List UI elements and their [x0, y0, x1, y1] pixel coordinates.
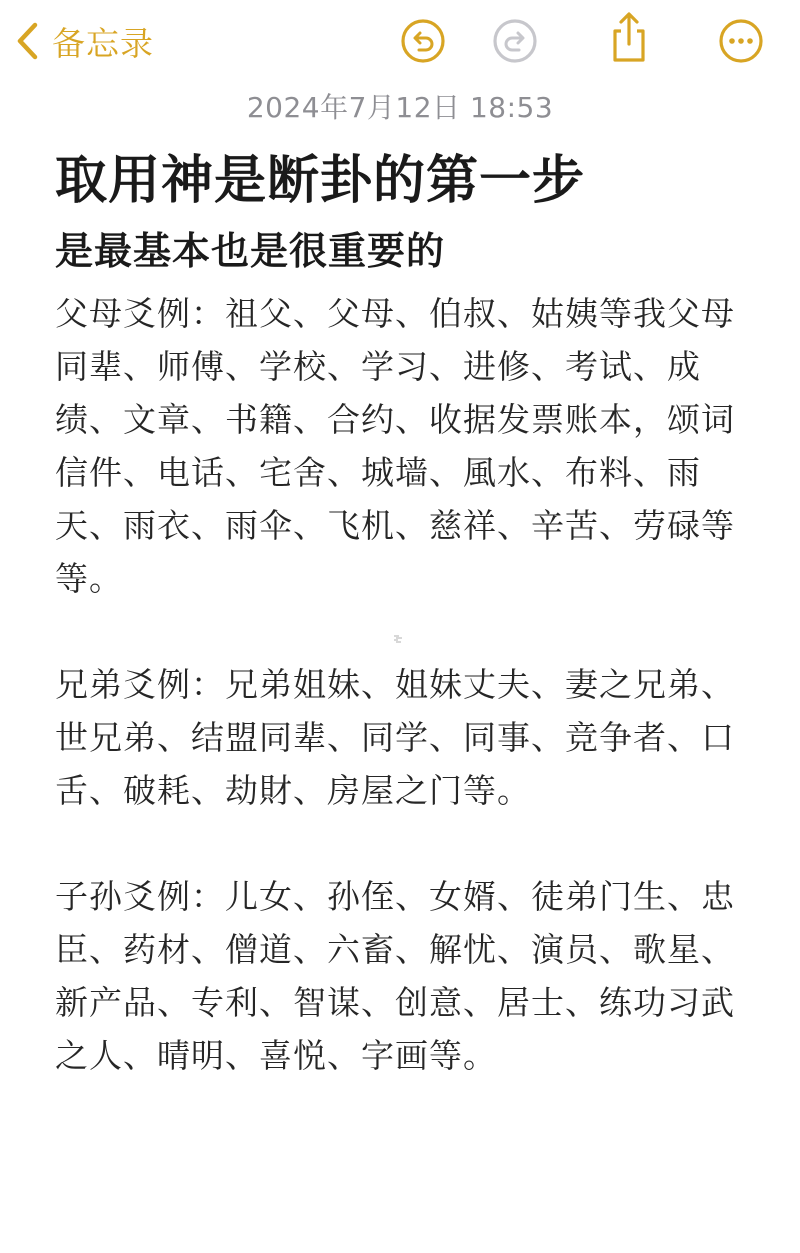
share-button[interactable]	[606, 14, 652, 60]
note-date: 2024年7月12日 18:53	[246, 91, 554, 124]
note-paragraph-parents[interactable]: 父母爻例：祖父、父母、伯叔、姑姨等我父母同辈、师傅、学校、学习、进修、考试、成绩、文章、书籍、合约、收据发票账本，颂词信件、电话、宅舍、城墙、風水、布料、雨天、雨衣、雨伞、飞机、慈祥、辛苦、劳碌等等。	[55, 294, 735, 598]
top-toolbar	[0, 0, 800, 84]
more-button[interactable]	[718, 18, 764, 64]
back-label: 备忘录	[52, 23, 154, 63]
redo-icon	[492, 18, 538, 64]
note-title[interactable]: 取用神是断卦的第一步	[55, 151, 586, 211]
undo-button[interactable]	[400, 18, 446, 64]
note-paragraph-siblings[interactable]: 兄弟爻例：兄弟姐妹、姐妹丈夫、妻之兄弟、世兄弟、结盟同辈、同学、同事、竞争者、口舌、破耗、劫財、房屋之门等。	[55, 665, 735, 810]
more-icon	[718, 18, 764, 64]
note-subtitle[interactable]: 是最基本也是很重要的	[55, 229, 446, 273]
back-button[interactable]	[14, 18, 154, 64]
undo-icon	[400, 18, 446, 64]
chevron-left-icon	[14, 21, 40, 61]
note-paragraph-descendants[interactable]: 子孙爻例：儿女、孙侄、女婿、徒弟门生、忠臣、药材、僧道、六畜、解忧、演员、歌星、新产品、专利、智谋、创意、居士、练功习武之人、晴明、喜悦、字画等。	[55, 877, 735, 1075]
text-cursor-icon	[393, 628, 403, 636]
share-icon	[606, 11, 652, 63]
redo-button[interactable]	[492, 18, 538, 64]
